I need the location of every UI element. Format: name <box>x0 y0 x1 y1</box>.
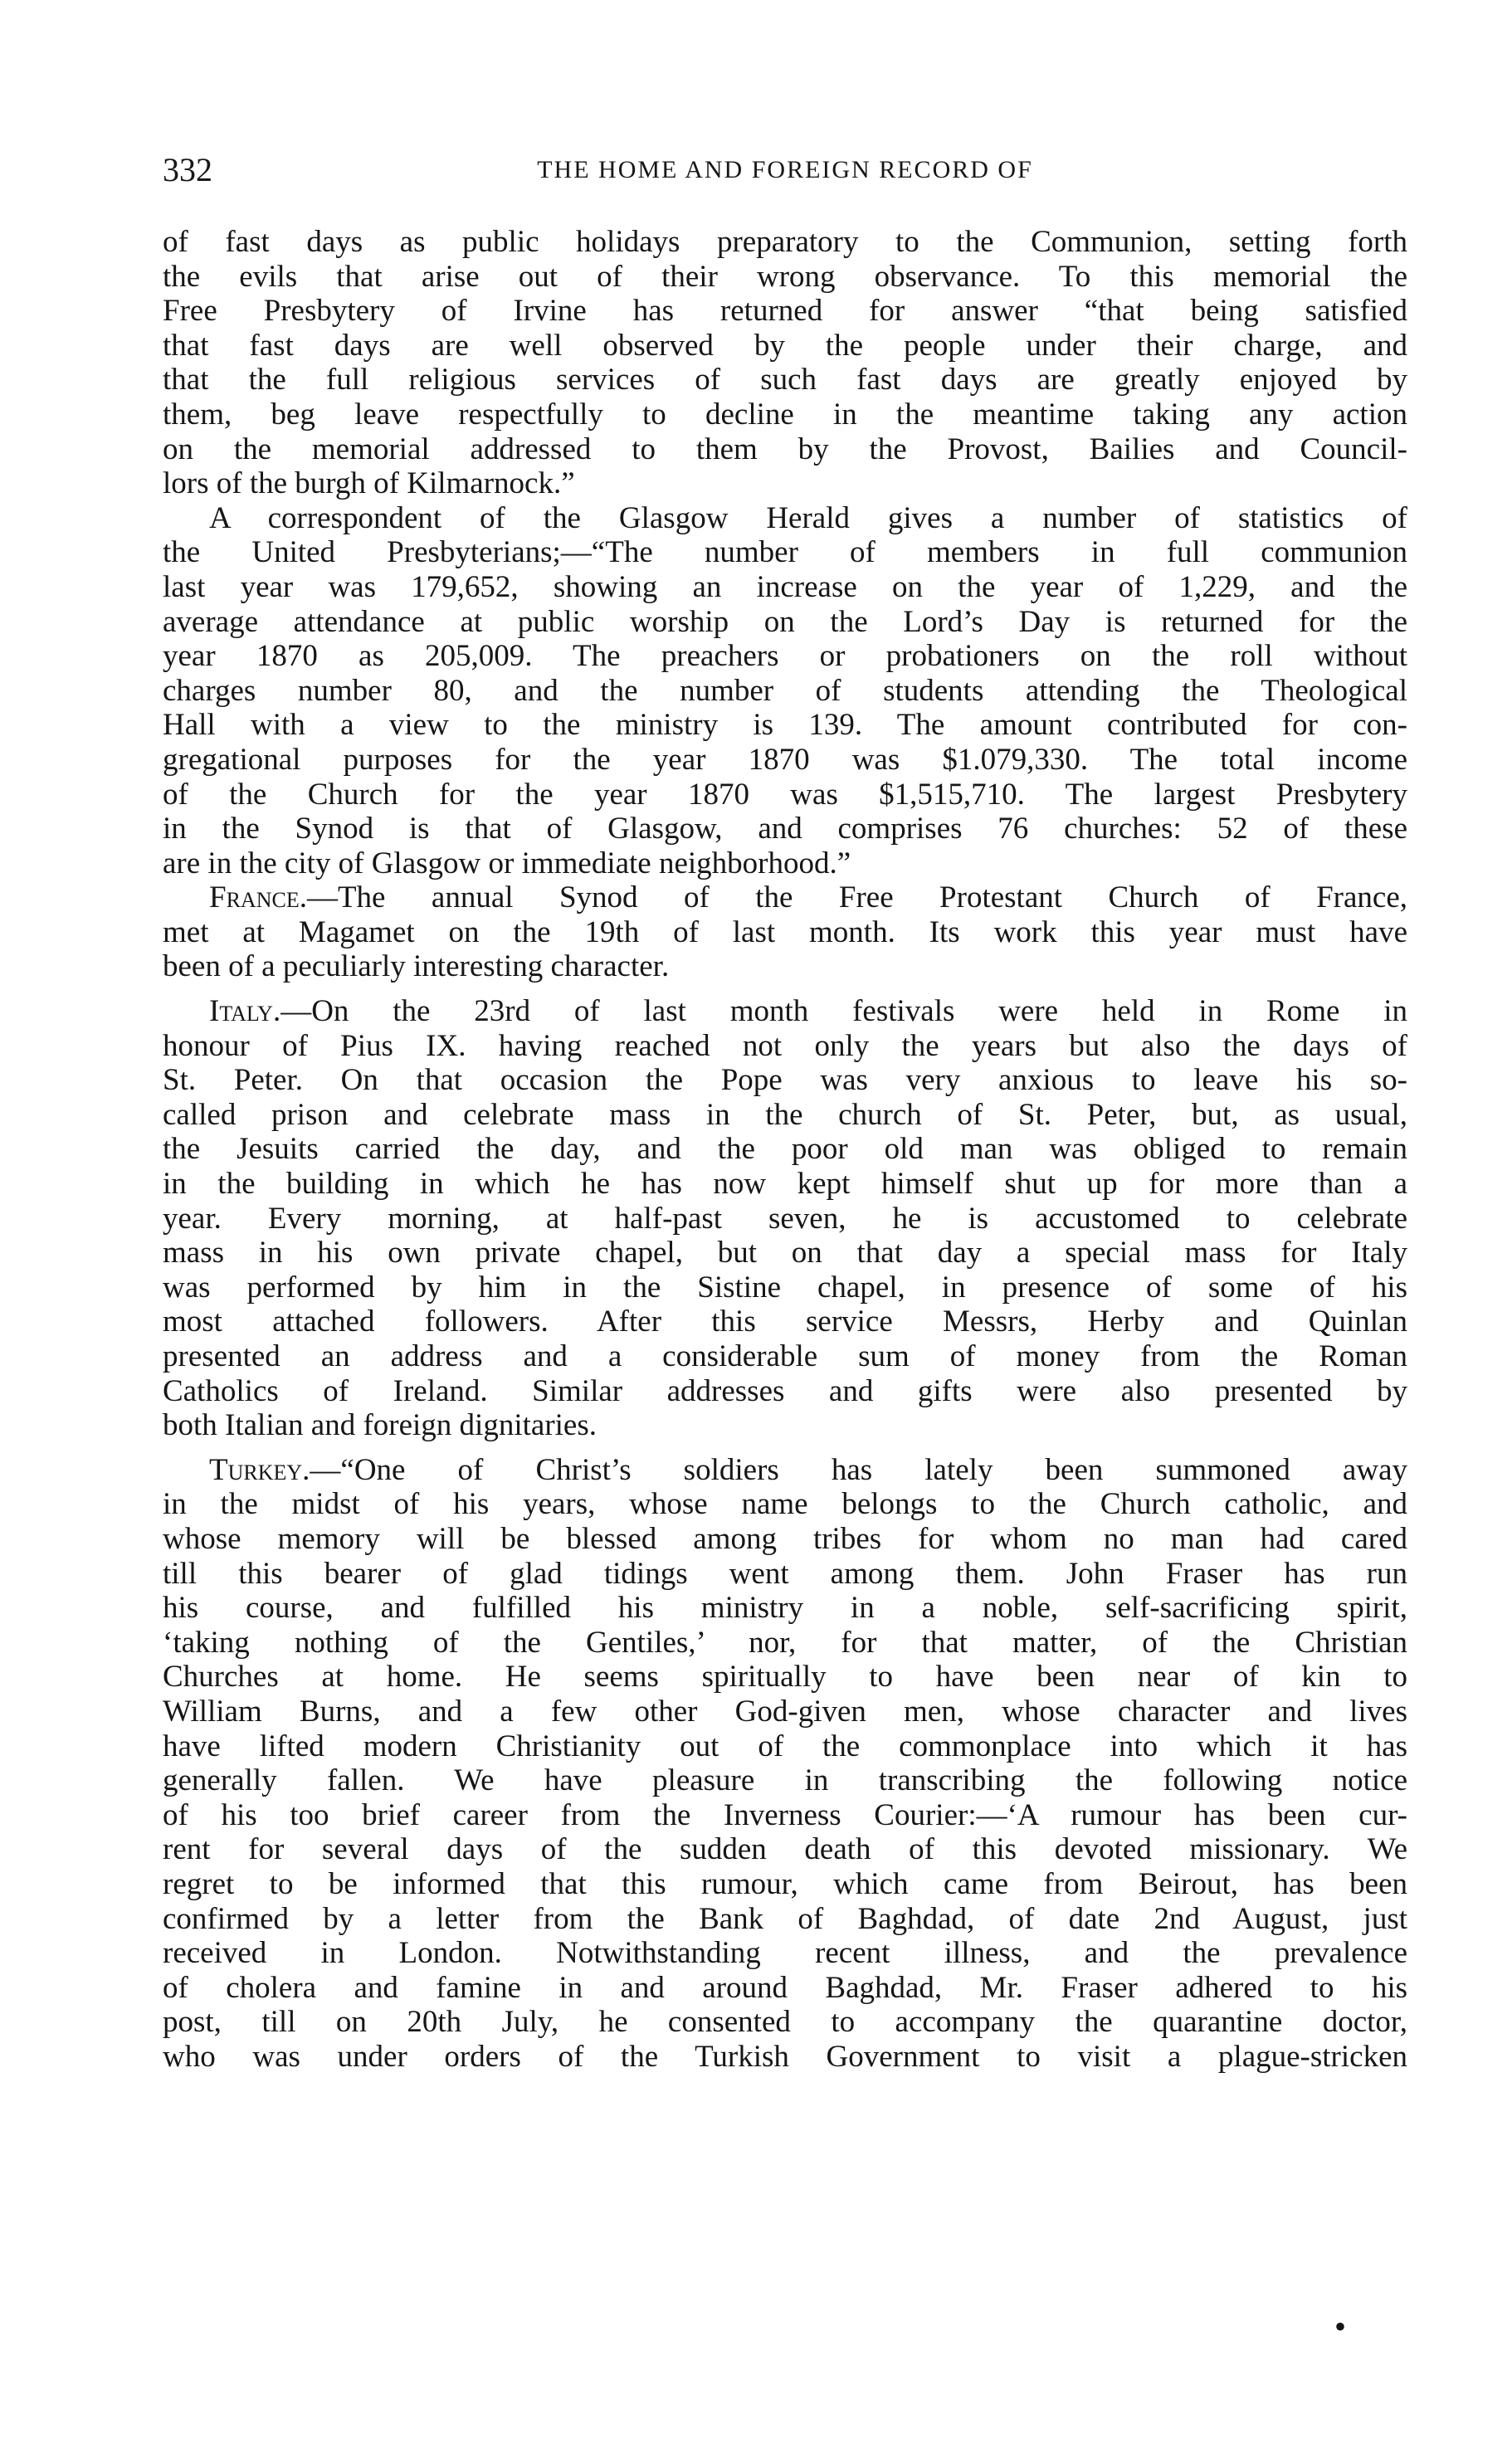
text-line: Catholics of Ireland. Similar addresses and gifts were also presented by <box>163 1373 1407 1408</box>
text-line: average attendance at public worship on the Lord’s Day is returned for the <box>163 604 1407 639</box>
text-line: William Burns, and a few other God-given men, whose character and lives <box>163 1694 1407 1729</box>
footer-mark: • <box>1334 2308 1347 2345</box>
text-line: have lifted modern Christianity out of the commonplace into which it has <box>163 1729 1407 1763</box>
paragraph-turkey <box>163 1453 1407 2075</box>
text-line: charges number 80, and the number of students attending the Theological <box>163 673 1407 708</box>
section-heading-italy: Italy. <box>209 994 281 1029</box>
text-line: both Italian and foreign dignitaries. <box>163 1408 597 1443</box>
paragraph-gap <box>163 984 1407 994</box>
text-line: post, till on 20th July, he consented to accompany the quarantine doctor, <box>163 2005 1407 2040</box>
text-line: his course, and fulfilled his ministry in a noble, self-sacrificing spirit, <box>163 1591 1407 1626</box>
text-line: most attached followers. After this service Messrs, Herby and Quinlan <box>163 1305 1407 1339</box>
text-run: —“One of Christ’s soldiers has lately been summoned away <box>310 1452 1407 1487</box>
text-line: lors of the burgh of Kilmarnock.” <box>163 466 575 501</box>
text-line: on the memorial addressed to them by the Provost, Bailies and Council- <box>163 432 1407 466</box>
paragraph-united-presbyterians <box>163 501 1407 881</box>
text-line <box>163 880 1407 915</box>
text-line: year 1870 as 205,009. The preachers or probationers on the roll without <box>163 639 1407 674</box>
text-line: in the Synod is that of Glasgow, and comprises 76 churches: 52 of these <box>163 812 1407 846</box>
text-line: last year was 179,652, showing an increase on the year of 1,229, and the <box>163 569 1407 604</box>
text-line: Hall with a view to the ministry is 139. The amount contributed for con- <box>163 708 1407 743</box>
text-line: gregational purposes for the year 1870 was $1.079,330. The total income <box>163 742 1407 777</box>
text-line: year. Every morning, at half-past seven, he is accustomed to celebrate <box>163 1201 1407 1236</box>
text-line: of his too brief career from the Inverness Courier:—‘A rumour has been cur- <box>163 1797 1407 1832</box>
text-line: regret to be informed that this rumour, which came from Beirout, has been <box>163 1866 1407 1901</box>
text-line: rent for several days of the sudden death of this devoted missionary. We <box>163 1832 1407 1867</box>
page-number: 332 <box>163 151 212 188</box>
text-line: been of a peculiarly interesting character. <box>163 949 670 984</box>
text-line: was performed by him in the Sistine chapel, in presence of some of his <box>163 1270 1407 1305</box>
text-line: Free Presbytery of Irvine has returned for answer “that being satisfied <box>163 294 1407 329</box>
text-line: the Jesuits carried the day, and the poor old man was obliged to remain <box>163 1132 1407 1167</box>
section-heading-turkey: Turkey. <box>209 1452 310 1487</box>
text-line: in the building in which he has now kept himself shut up for more than a <box>163 1167 1407 1202</box>
text-line: honour of Pius IX. having reached not only the years but also the days of <box>163 1028 1407 1063</box>
text-line: presented an address and a considerable sum of money from the Roman <box>163 1339 1407 1373</box>
text-line: A correspondent of the Glasgow Herald gives a number of statistics of <box>209 500 1407 535</box>
text-line: received in London. Notwithstanding recent illness, and the prevalence <box>163 1936 1407 1971</box>
book-page <box>163 145 1407 2074</box>
text-line: who was under orders of the Turkish Government to visit a plague-stricken <box>163 2039 1407 2074</box>
text-line: called prison and celebrate mass in the church of St. Peter, but, as usual, <box>163 1097 1407 1132</box>
text-line: confirmed by a letter from the Bank of Baghdad, of date 2nd August, just <box>163 1901 1407 1936</box>
paragraph-italy <box>163 994 1407 1443</box>
text-line: the evils that arise out of their wrong observance. To this memorial the <box>163 259 1407 294</box>
text-line: met at Magamet on the 19th of last month. Its work this year must have <box>163 914 1407 949</box>
text-line <box>163 994 1407 1029</box>
text-line: are in the city of Glasgow or immediate neighborhood.” <box>163 846 851 880</box>
text-line: of fast days as public holidays preparatory to the Communion, setting forth <box>163 225 1407 259</box>
text-line: whose memory will be blessed among tribes for whom no man had cared <box>163 1521 1407 1556</box>
text-line: Churches at home. He seems spiritually to have been near of kin to <box>163 1660 1407 1695</box>
section-heading-france: France. <box>209 880 307 915</box>
text-line: mass in his own private chapel, but on that day a special mass for Italy <box>163 1236 1407 1270</box>
paragraph-france <box>163 880 1407 984</box>
text-run: —The annual Synod of the Free Protestant Church of France, <box>306 880 1407 915</box>
text-line: St. Peter. On that occasion the Pope was very anxious to leave his so- <box>163 1063 1407 1098</box>
paragraph-fast-days-memorial <box>163 225 1407 501</box>
running-title: THE HOME AND FOREIGN RECORD OF <box>537 156 1033 183</box>
text-line: ‘taking nothing of the Gentiles,’ nor, for that matter, of the Christian <box>163 1625 1407 1660</box>
text-run: —On the 23rd of last month festivals were held in Rome in <box>280 994 1407 1029</box>
text-line: the United Presbyterians;—“The number of members in full communion <box>163 535 1407 570</box>
text-line: that the full religious services of such fast days are greatly enjoyed by <box>163 363 1407 397</box>
paragraph-gap <box>163 1443 1407 1453</box>
page-header <box>163 145 1407 195</box>
text-line: till this bearer of glad tidings went among them. John Fraser has run <box>163 1556 1407 1591</box>
text-line: generally fallen. We have pleasure in transcribing the following notice <box>163 1763 1407 1798</box>
text-line <box>163 1453 1407 1488</box>
text-line: of cholera and famine in and around Baghdad, Mr. Fraser adhered to his <box>163 1970 1407 2005</box>
text-line: them, beg leave respectfully to decline in the meantime taking any action <box>163 397 1407 432</box>
text-line: that fast days are well observed by the people under their charge, and <box>163 328 1407 363</box>
text-line: in the midst of his years, whose name belongs to the Church catholic, and <box>163 1487 1407 1522</box>
text-line: of the Church for the year 1870 was $1,515,710. The largest Presbytery <box>163 777 1407 812</box>
